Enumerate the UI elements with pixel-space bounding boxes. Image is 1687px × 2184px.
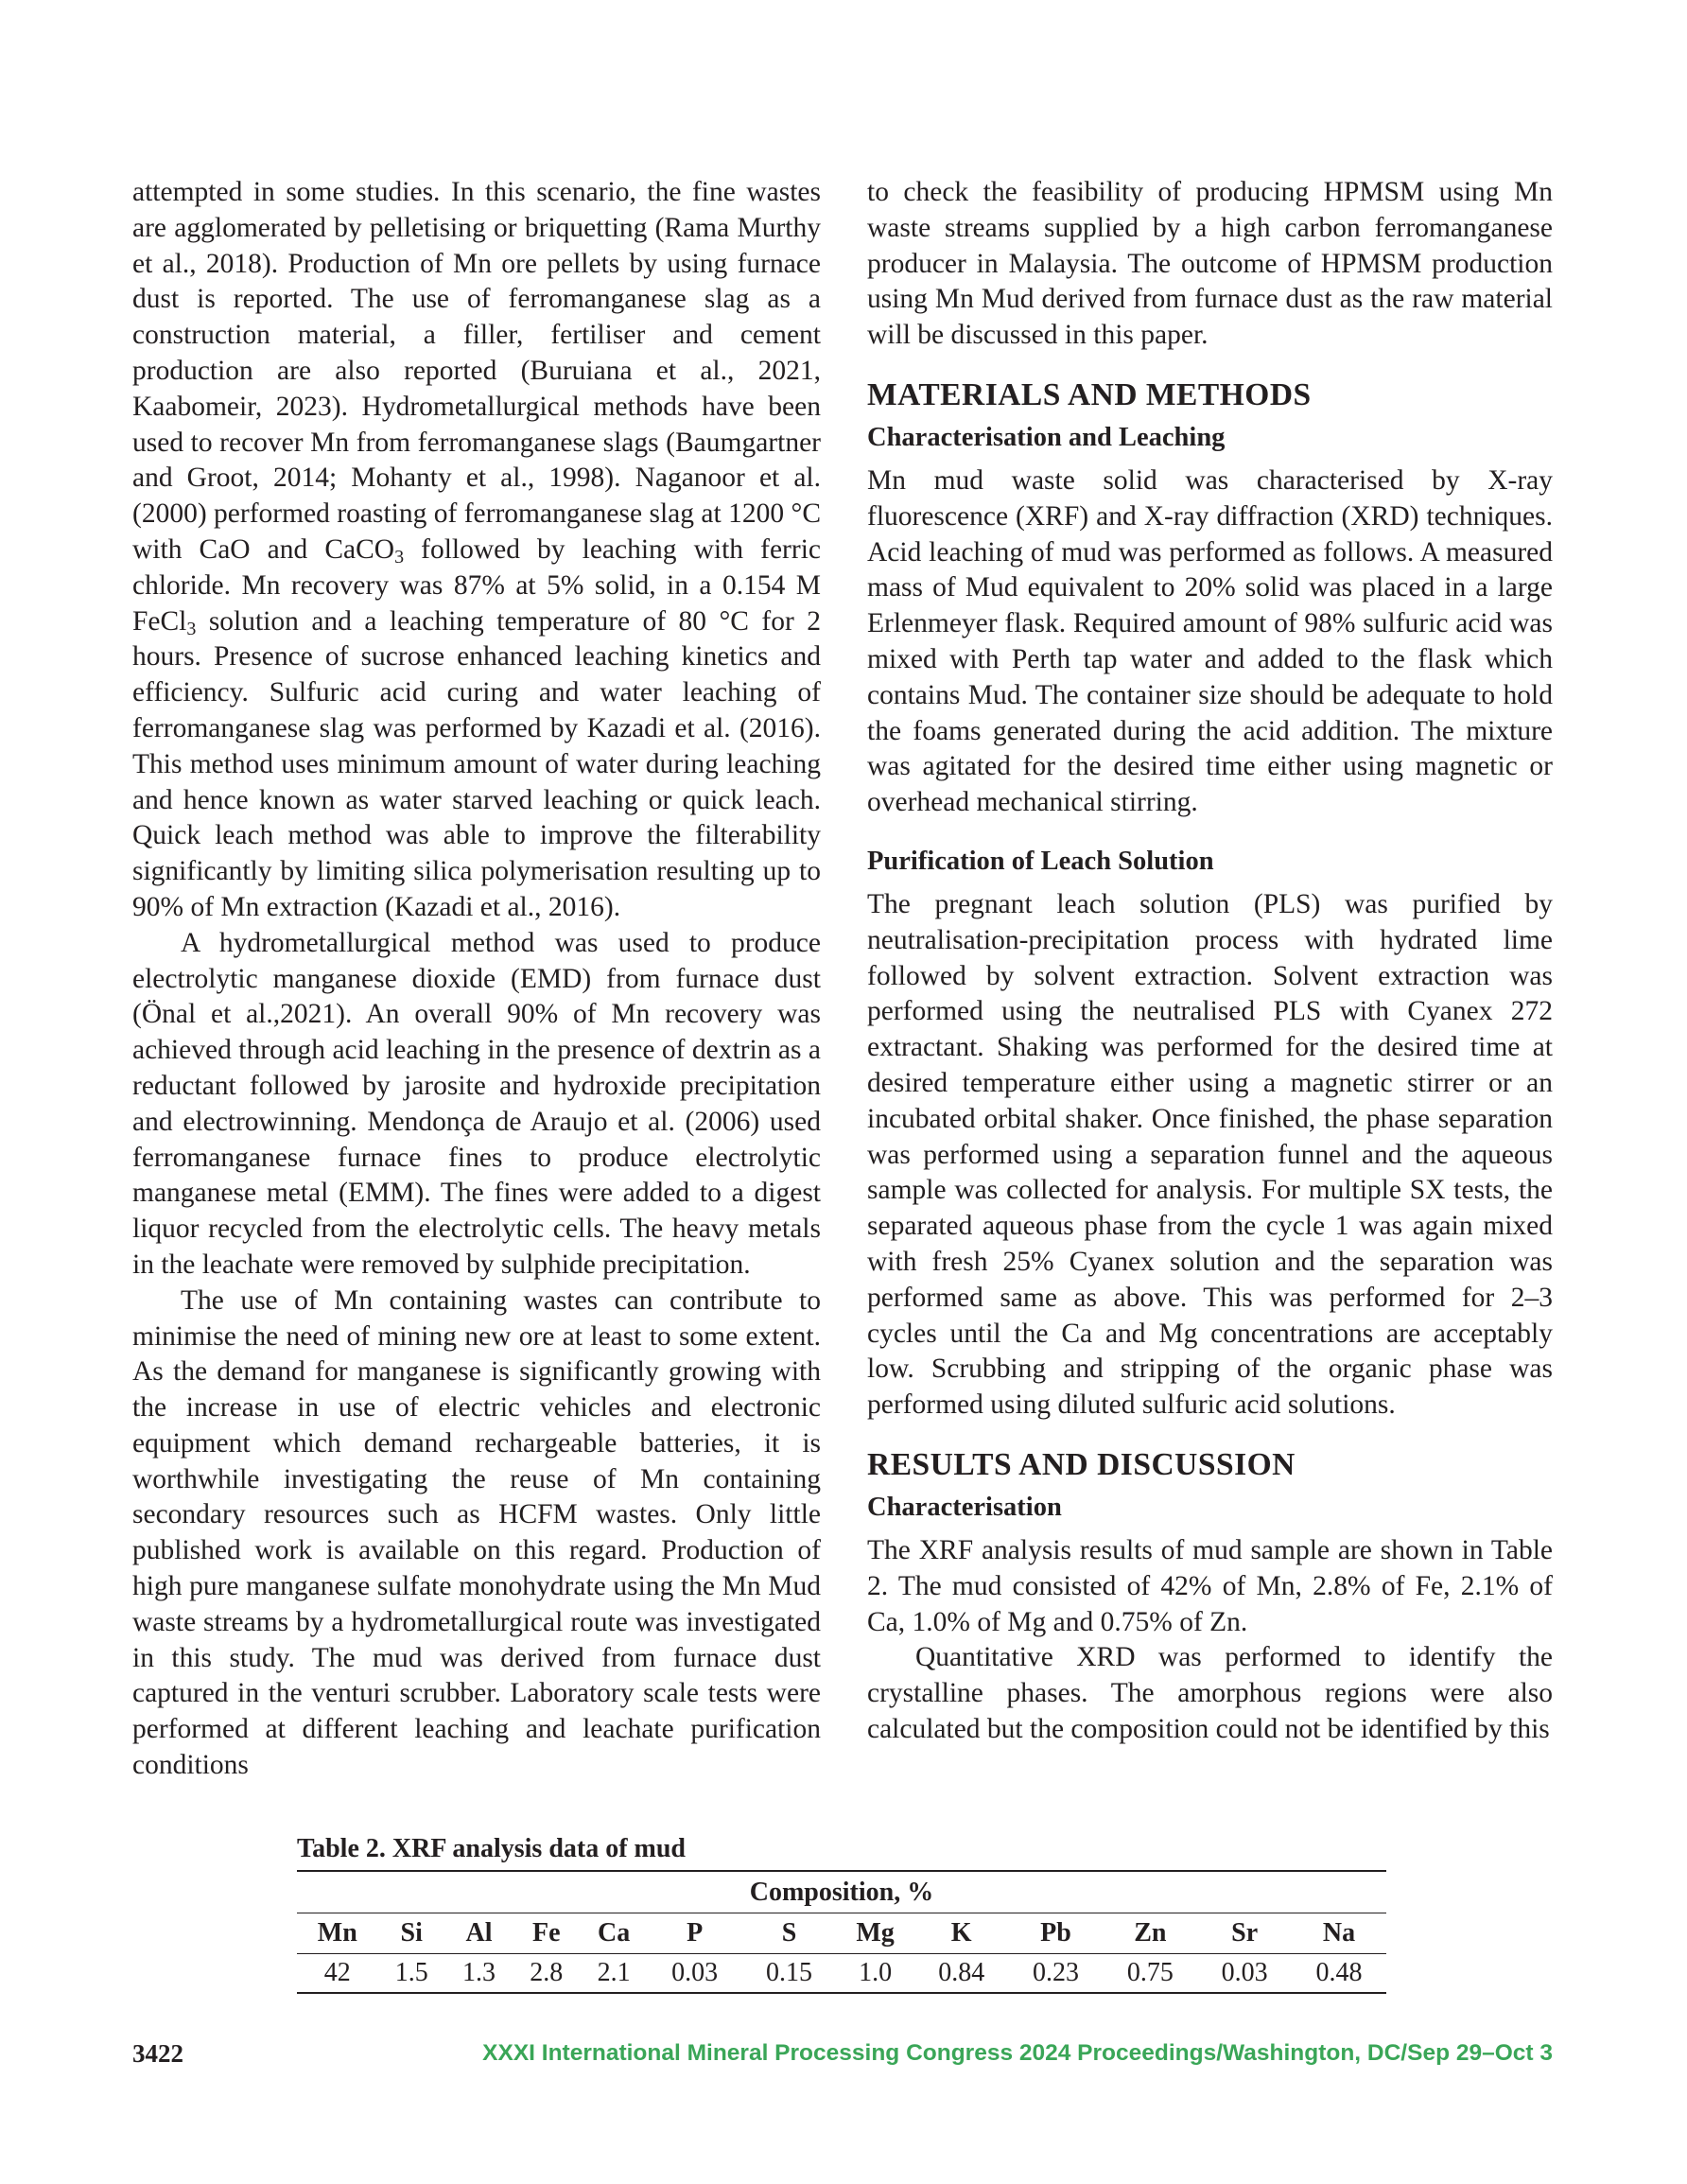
table-group-header-row xyxy=(297,1871,1386,1913)
table-header-cell: K xyxy=(914,1913,1009,1954)
table-header-cell: Ca xyxy=(580,1913,647,1954)
table-cell: 0.48 xyxy=(1292,1954,1386,1994)
paragraph-intro-continued xyxy=(132,175,821,926)
table-cell: 0.15 xyxy=(742,1954,837,1994)
table-header-cell: Al xyxy=(445,1913,513,1954)
table-group-header: Composition, % xyxy=(749,1877,934,1907)
subscript: 3 xyxy=(394,546,405,568)
table-header-cell: Pb xyxy=(1009,1913,1104,1954)
table-xrf xyxy=(297,1832,1386,1994)
subscript: 3 xyxy=(186,618,197,639)
table-cell: 1.5 xyxy=(378,1954,445,1994)
table-header-cell: Si xyxy=(378,1913,445,1954)
table-header-cell: Na xyxy=(1292,1913,1386,1954)
table-cell: 0.23 xyxy=(1009,1954,1104,1994)
table-caption: Table 2. XRF analysis data of mud xyxy=(297,1834,687,1863)
table-row xyxy=(297,1954,1386,1994)
paragraph-purification: The pregnant leach solution (PLS) was purified by neutralisation-precipitation process with hydrated lime followed by solvent extraction. Solvent extraction was performed using the neutralised PLS with Cyanex 272 extractant. Shaking was performed for the desired time at desired temperature either using a magnetic stirrer or an incubated orbital shaker. Once finished, the phase separation was performed using a separation funnel and the aqueous sample was collected for analysis. For multiple SX tests, the separated aqueous phase from the cycle 1 was again mixed with fresh 25% Cyanex solution and the separation was performed same as above. This was performed for 2–3 cycles until the Ca and Mg concentrations are acceptably low. Scrubbing and stripping of the organic phase was performed using diluted sulfuric acid solutions. xyxy=(867,888,1553,1421)
table-cell: 2.8 xyxy=(513,1954,580,1994)
table-cell: 1.3 xyxy=(445,1954,513,1994)
page-footer xyxy=(132,2036,1553,2070)
table-header-cell: S xyxy=(742,1913,837,1954)
table-cell: 0.03 xyxy=(648,1954,742,1994)
paragraph-characterisation-leaching: Mn mud waste solid was characterised by X-ray fluorescence (XRF) and X-ray diffraction (XRD) techniques. Acid leaching of mud was performed as follows. A measured mass of Mud equivalent to 20% solid was placed in a large Erlenmeyer flask. Required amount of 98% sulfuric acid was mixed with Perth tap water and added to the flask which contains Mud. The container size should be adequate to hold the foams generated during the acid addition. The mixture was agitated for the desired time either using magnetic or overhead mechanical stirring. xyxy=(867,464,1553,818)
table-cell: 0.75 xyxy=(1103,1954,1197,1994)
table-header-cell: Mn xyxy=(297,1913,378,1954)
paragraph-feasibility: to check the feasibility of producing HPMSM using Mn waste streams supplied by a high carbon ferromanganese producer in Malaysia. The outcome of HPMSM production using Mn Mud derived from furnace dust as the raw material will be discussed in this paper. xyxy=(867,177,1553,351)
paragraph-xrd: Quantitative XRD was performed to identify the crystalline phases. The amorphous regions were also calculated but the composition could not be identified by this xyxy=(867,1642,1553,1744)
paragraph-xrf-results: The XRF analysis results of mud sample are shown in Table 2. The mud consisted of 42% of Mn, 2.8% of Fe, 2.1% of Ca, 1.0% of Mg and 0.75% of Zn. xyxy=(867,1534,1553,1637)
text-run: solution and a leaching temperature of 80 °C for 2 hours. Presence of sucrose enhanced leaching kinetics and efficiency. Sulfuric acid curing and water leaching of ferromanganese slag was performed by Kazadi et al. (2016). This method uses minimum amount of water during leaching and hence known as water starved leaching or quick leach. Quick leach method was able to improve the filterability significantly by limiting silica polymerisation resulting up to 90% of Mn extraction (Kazadi et al., 2016). xyxy=(132,605,821,922)
paragraph-mn-wastes: The use of Mn containing wastes can contribute to minimise the need of mining new ore at least to some extent. As the demand for manganese is significantly growing with the increase in use of electric vehicles and electronic equipment which demand rechargeable batteries, it is worthwhile investigating the reuse of Mn containing secondary resources such as HCFM wastes. Only little published work is available on this regard. Production of high pure manganese sulfate monohydrate using the Mn Mud waste streams by a hydrometallurgical route was investigated in this study. The mud was derived from furnace dust captured in the venturi scrubber. Laboratory scale tests were performed at different leaching and leachate purification conditions xyxy=(132,1284,821,1781)
left-column xyxy=(132,175,821,1784)
text-run: followed by leaching with ferric chloride. Mn recovery was 87% at 5% solid, in a 0.154 M FeCl xyxy=(132,533,821,637)
table-cell: 0.03 xyxy=(1197,1954,1292,1994)
section-heading-results-discussion: RESULTS AND DISCUSSION xyxy=(867,1446,1296,1482)
table-header-cell: Fe xyxy=(513,1913,580,1954)
paragraph-emd: A hydrometallurgical method was used to produce electrolytic manganese dioxide (EMD) from furnace dust (Önal et al.,2021). An overall 90% of Mn recovery was achieved through acid leaching in the presence of dextrin as a reductant followed by jarosite and hydroxide precipitation and electrowinning. Mendonça de Araujo et al. (2006) used ferromanganese furnace fines to produce electrolytic manganese metal (EMM). The fines were added to a digest liquor recycled from the electrolytic cells. The heavy metals in the leachate were removed by sulphide precipitation. xyxy=(132,927,821,1280)
right-column xyxy=(867,175,1553,1748)
table-header-cell: Sr xyxy=(1197,1913,1292,1954)
table-header-cell: Zn xyxy=(1103,1913,1197,1954)
table-header-cell: P xyxy=(648,1913,742,1954)
table-cell: 1.0 xyxy=(836,1954,913,1994)
xrf-table xyxy=(297,1870,1386,1994)
table-header-cell: Mg xyxy=(836,1913,913,1954)
table-cell: 2.1 xyxy=(580,1954,647,1994)
page-number: 3422 xyxy=(132,2039,183,2068)
text-run: attempted in some studies. In this scenario, the fine wastes are agglomerated by pelletising or briquetting (Rama Murthy et al., 2018). Production of Mn ore pellets by using furnace dust is reported. The use of ferromanganese slag as a construction material, a filler, fertiliser and cement production are also reported (Buruiana et al., 2021, Kaabomeir, 2023). Hydrometallurgical methods have been used to recover Mn from ferromanganese slags (Baumgartner and Groot, 2014; Mohanty et al., 1998). Naganoor et al. (2000) performed roasting of ferromanganese slag at 1200 °C with CaO and CaCO xyxy=(132,177,821,565)
table-cell: 42 xyxy=(297,1954,378,1994)
section-heading-materials-methods: MATERIALS AND METHODS xyxy=(867,376,1312,412)
table-cell: 0.84 xyxy=(914,1954,1009,1994)
table-header-row xyxy=(297,1913,1386,1954)
subheading-purification: Purification of Leach Solution xyxy=(867,846,1214,876)
subheading-characterisation: Characterisation xyxy=(867,1492,1062,1522)
subheading-characterisation-leaching: Characterisation and Leaching xyxy=(867,422,1226,452)
conference-title: XXXI International Mineral Processing Congress 2024 Proceedings/Washington, DC/Sep 29–Oct 3 xyxy=(482,2040,1553,2066)
